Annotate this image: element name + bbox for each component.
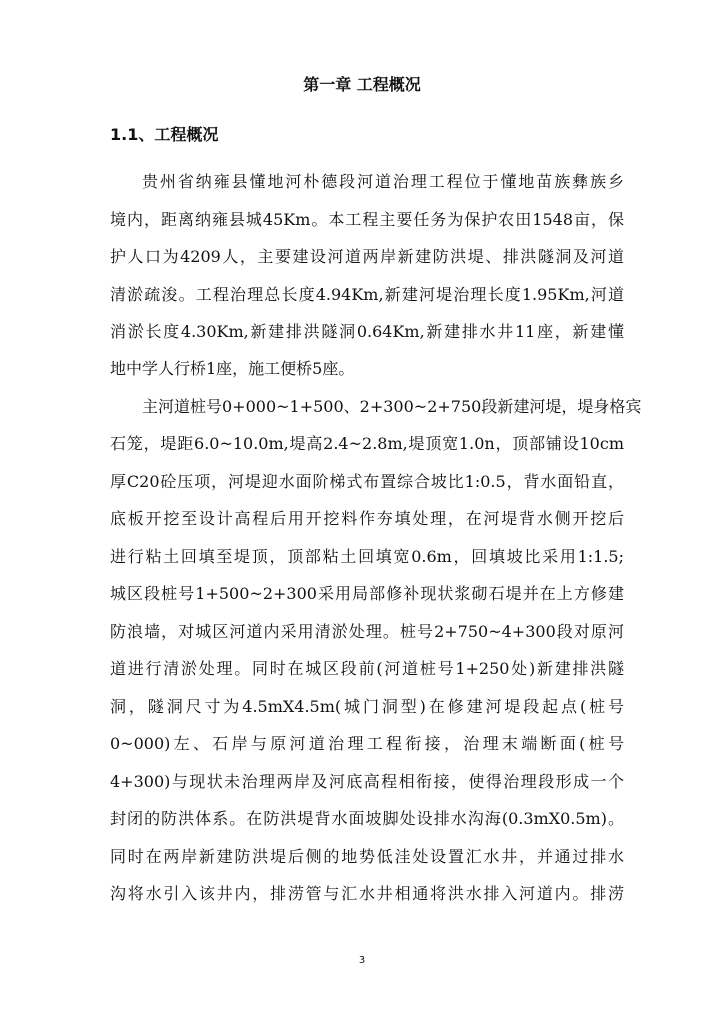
paragraph-line: 道进行清淤处理。同时在城区段前(河道桩号1+250处)新建排洪隧 (110, 659, 624, 678)
paragraph-line: 境内，距离纳雍县城45Km。本工程主要任务为保护农田1548亩，保 (110, 210, 624, 229)
paragraph-line: 城区段桩号1+500~2+300采用局部修补现状浆砌石堤并在上方修建 (110, 584, 624, 603)
paragraph-line: 封闭的防洪体系。在防洪堤背水面坡脚处设排水沟海(0.3mX0.5m)。 (110, 809, 624, 828)
paragraph-line: 护人口为4209人，主要建设河道两岸新建防洪堤、排洪隧洞及河道 (110, 247, 624, 266)
paragraph-line: 清淤疏浚。工程治理总长度4.94Km,新建河堤治理长度1.95Km,河道 (110, 285, 624, 304)
paragraph-line: 厚C20砼压项，河堤迎水面阶梯式布置综合坡比1:0.5，背水面铅直， (110, 472, 624, 491)
paragraph-line: 地中学人行桥1座，施工便桥5座。 (110, 359, 355, 378)
paragraph-line: 消淤长度4.30Km,新建排洪隧洞0.64Km,新建排水井11座，新建懂 (110, 322, 624, 341)
paragraph-line: 防浪墙，对城区河道内采用清淤处理。桩号2+750~4+300段对原河 (110, 622, 624, 641)
page-number: 3 (358, 955, 366, 966)
paragraph-line: 底板开挖至设计高程后用开挖料作夯填处理，在河堤背水侧开挖后 (110, 509, 624, 528)
paragraph-line: 洞，隧洞尺寸为4.5mX4.5m(城门洞型)在修建河堤段起点(桩号 (110, 697, 624, 716)
paragraph-line: 贵州省纳雍县懂地河朴德段河道治理工程位于懂地苗族彝族乡 (142, 172, 624, 191)
paragraph-line: 进行粘土回填至堤顶，顶部粘土回填宽0.6m，回填坡比采用1:1.5; (110, 547, 624, 566)
section-title: 1.1、工程概况 (110, 125, 219, 144)
paragraph-line: 4+300)与现状未治理两岸及河底高程相衔接，使得治理段形成一个 (110, 772, 624, 791)
paragraph-line: 同时在两岸新建防洪堤后侧的地势低洼处设置汇水井，并通过排水 (110, 847, 624, 866)
paragraph-line: 主河道桩号0+000~1+500、2+300~2+750段新建河堤，堤身格宾 (142, 397, 642, 416)
paragraph-line: 沟将水引入该井内，排涝管与汇水井相通将洪水排入河道内。排涝 (110, 884, 624, 903)
paragraph-line: 0~000)左、石岸与原河道治理工程衔接，治理末端断面(桩号 (110, 734, 624, 753)
chapter-title: 第一章 工程概况 (303, 75, 421, 94)
paragraph-line: 石笼，堤距6.0~10.0m,堤高2.4~2.8m,堤顶宽1.0n，顶部铺设10cm (110, 434, 624, 453)
